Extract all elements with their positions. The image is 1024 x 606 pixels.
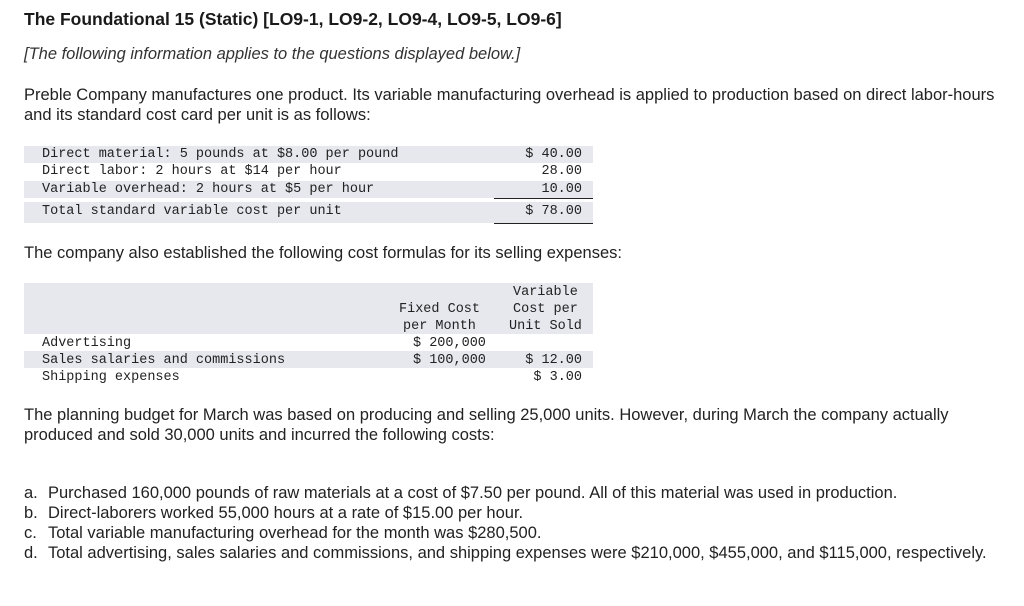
cost-row-value: 10.00 bbox=[541, 182, 582, 197]
subtotal-rule bbox=[494, 198, 593, 199]
subtitle: [The following information applies to the questions displayed below.] bbox=[24, 45, 521, 63]
expense-label: Advertising bbox=[42, 336, 132, 351]
page-title: The Foundational 15 (Static) [LO9-1, LO9-2, LO9-4, LO9-5, LO9-6] bbox=[24, 9, 562, 29]
header-variable-1: Variable bbox=[513, 285, 578, 300]
variable-cost-value: $ 3.00 bbox=[533, 370, 582, 385]
list-item bbox=[24, 483, 999, 503]
planning-paragraph: The planning budget for March was based on producing and selling 25,000 units. However, during March the company actually produced and sold 30,000 units and incurred the following costs: bbox=[24, 406, 949, 444]
expense-label: Shipping expenses bbox=[42, 370, 180, 385]
header-fixed-2: per Month bbox=[403, 319, 476, 334]
fixed-cost-value: $ 100,000 bbox=[413, 353, 486, 368]
list-marker: b. bbox=[24, 504, 38, 522]
list-item-text: Total variable manufacturing overhead for the month was $280,500. bbox=[48, 524, 542, 542]
list-item bbox=[24, 523, 999, 543]
cost-row-label: Direct material: 5 pounds at $8.00 per pound bbox=[42, 147, 399, 162]
list-item bbox=[24, 503, 999, 523]
variable-cost-value: $ 12.00 bbox=[525, 353, 582, 368]
cost-total-label: Total standard variable cost per unit bbox=[42, 204, 342, 219]
list-marker: c. bbox=[24, 524, 37, 542]
header-variable-2: Cost per bbox=[513, 302, 578, 317]
cost-row-label: Direct labor: 2 hours at $14 per hour bbox=[42, 164, 342, 179]
cost-row-label: Variable overhead: 2 hours at $5 per hour bbox=[42, 182, 375, 197]
header-band bbox=[24, 283, 593, 334]
list-marker: a. bbox=[24, 484, 38, 502]
header-fixed-1: Fixed Cost bbox=[399, 302, 481, 317]
cost-total-value: $ 78.00 bbox=[525, 204, 582, 219]
expense-label: Sales salaries and commissions bbox=[42, 353, 286, 368]
cost-items-list bbox=[24, 483, 999, 563]
total-rule bbox=[494, 223, 593, 224]
list-item-text: Total advertising, sales salaries and commissions, and shipping expenses were $210,000, $455,000, and $115,000, respectively. bbox=[48, 544, 987, 562]
list-item bbox=[24, 543, 999, 563]
intro-paragraph: Preble Company manufactures one product. Its variable manufacturing overhead is applied to production based on direct labor-hours and its standard cost card per unit is as follows: bbox=[24, 86, 995, 124]
header-variable-3: Unit Sold bbox=[509, 319, 582, 334]
selling-intro: The company also established the following cost formulas for its selling expenses: bbox=[24, 244, 622, 262]
fixed-cost-value: $ 200,000 bbox=[413, 336, 486, 351]
cost-row-value: $ 40.00 bbox=[525, 147, 582, 162]
list-marker: d. bbox=[24, 544, 38, 562]
list-item-text: Direct-laborers worked 55,000 hours at a rate of $15.00 per hour. bbox=[48, 504, 524, 522]
cost-row-value: 28.00 bbox=[541, 164, 582, 179]
list-item-text: Purchased 160,000 pounds of raw materials at a cost of $7.50 per pound. All of this material was used in production. bbox=[48, 484, 898, 502]
